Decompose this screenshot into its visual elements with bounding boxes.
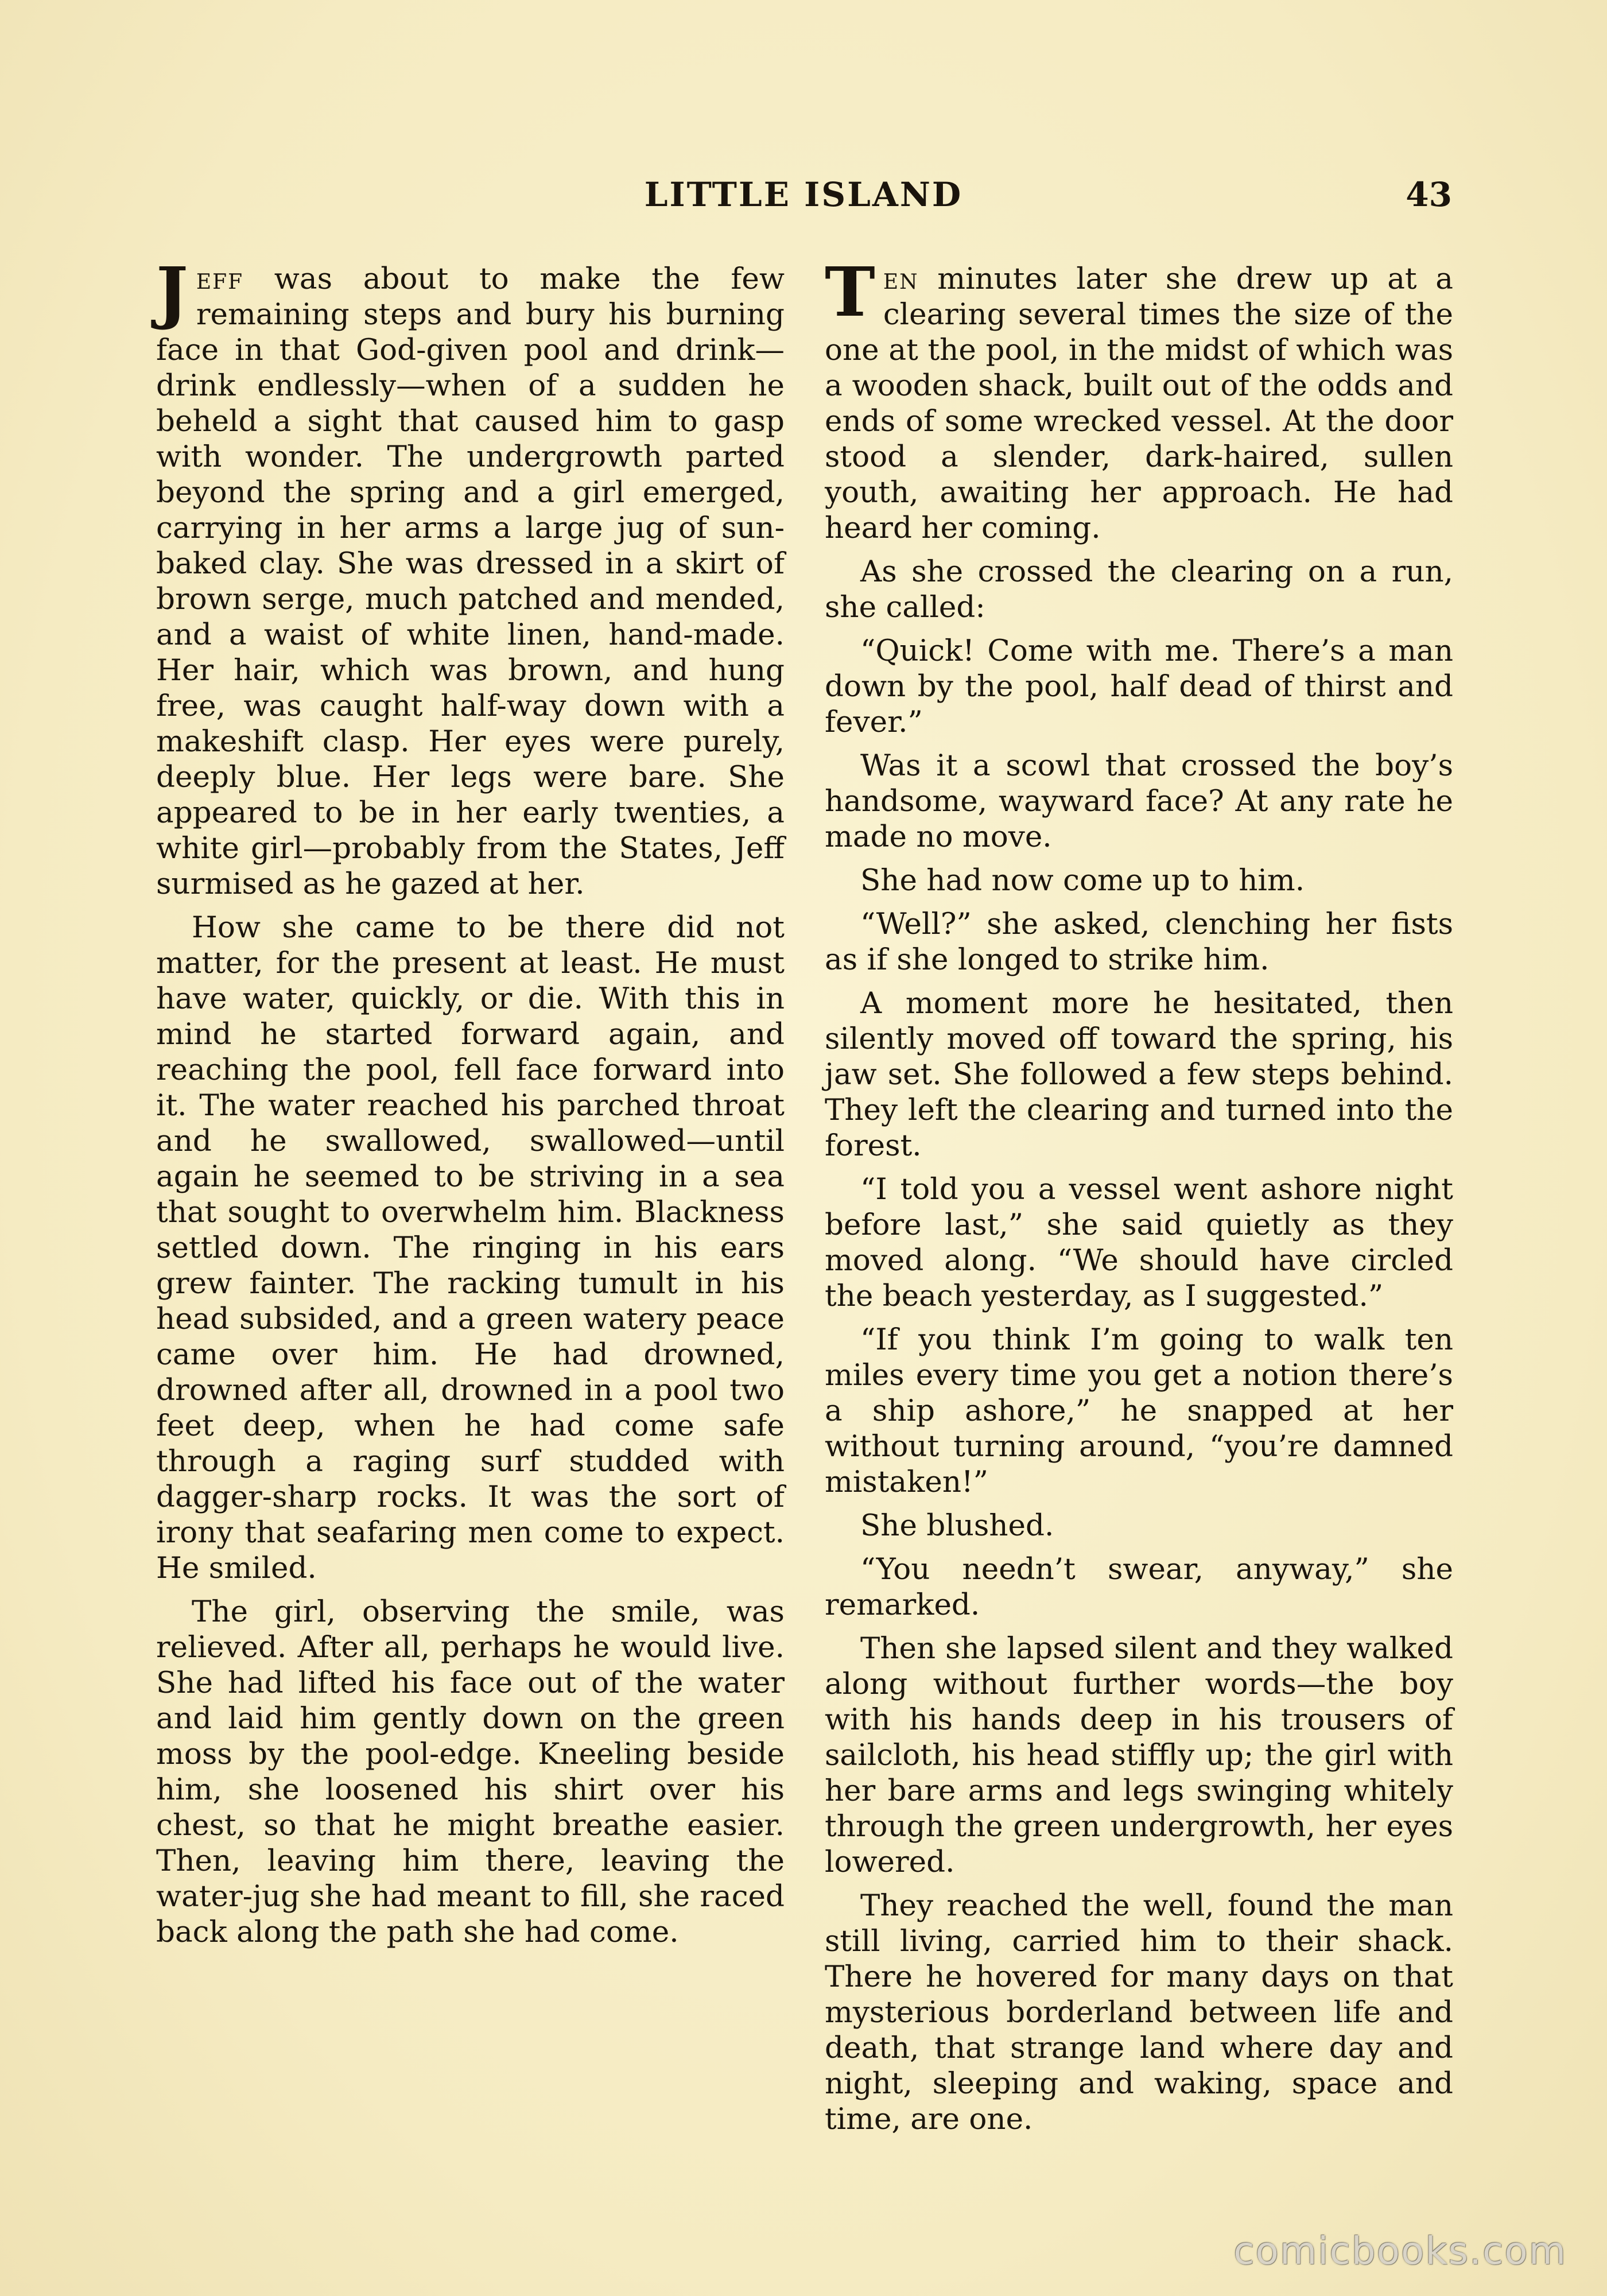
running-title: LITTLE ISLAND bbox=[644, 175, 963, 214]
paragraph: Was it a scowl that crossed the boy’s handsome, wayward face? At any rate he made no move. bbox=[825, 748, 1453, 854]
paragraph: They reached the well, found the man still living, carried him to their shack. There he hovered for many days on that mysterious borderland between life and death, that strange land where day and night, sleeping and waking, space and time, are one. bbox=[825, 1888, 1453, 2136]
paragraph: She had now come up to him. bbox=[860, 863, 1305, 898]
drop-cap: J bbox=[156, 252, 188, 332]
small-caps-word: en bbox=[883, 262, 919, 296]
paragraph: “If you think I’m going to walk ten miles every time you get a notion there’s a ship ashore,” he snapped at her without turning around, “you’re damned mistaken!” bbox=[825, 1322, 1453, 1499]
paragraph: She blushed. bbox=[860, 1508, 1054, 1543]
left-column bbox=[156, 252, 785, 1958]
paragraph bbox=[156, 252, 785, 902]
paragraph: “I told you a vessel went ashore night before last,” she said quietly as they moved along. “We should have circled the beach yesterday, as I suggested.” bbox=[825, 1172, 1453, 1313]
paragraph-text: was about to make the few remaining steps and bury his burning face in that God-given pool and drink—drink endlessly—when of a sudden he beheld a sight that caused him to gasp with wonder. The undergrowth parted beyond the spring and a girl emerged, carrying in her arms a large jug of sun-baked clay. She was dressed in a skirt of brown serge, much patched and mended, and a waist of white linen, hand-made. Her hair, which was brown, and hung free, was caught half-way down with a makeshift clasp. Her eyes were purely, deeply blue. Her legs were bare. She appeared to be in her early twenties, a white girl—probably from the States, Jeff surmised as he gazed at her. bbox=[156, 262, 785, 901]
page-number: 43 bbox=[1406, 175, 1452, 214]
paragraph: A moment more he hesitated, then silently moved off toward the spring, his jaw set. She followed a few steps behind. They left the clearing and turned into the forest. bbox=[825, 986, 1453, 1163]
watermark: comicbooks.com bbox=[1233, 2229, 1567, 2273]
page-header bbox=[155, 175, 1452, 221]
paragraph-text: minutes later she drew up at a clearing several times the size of the one at the pool, in the midst of which was a wooden shack, built out of the odds and ends of some wrecked vessel. At the door stood a slender, dark-haired, sullen youth, awaiting her approach. He had heard her coming. bbox=[825, 262, 1453, 545]
paragraph bbox=[825, 252, 1453, 546]
paragraph: Then she lapsed silent and they walked along without further words—the boy with his hands deep in his trousers of sailcloth, his head stiffly up; the girl with her bare arms and legs swinging whitely through the green undergrowth, her eyes lowered. bbox=[825, 1631, 1453, 1879]
paragraph: “You needn’t swear, anyway,” she remarked. bbox=[825, 1552, 1453, 1622]
right-column bbox=[825, 252, 1453, 2145]
paragraph: As she crossed the clearing on a run, she called: bbox=[825, 554, 1453, 625]
drop-cap: T bbox=[825, 252, 875, 332]
small-caps-word: eff bbox=[196, 262, 244, 296]
paragraph: “Quick! Come with me. There’s a man down by the pool, half dead of thirst and fever.” bbox=[825, 634, 1453, 739]
paragraph: The girl, observing the smile, was relieved. After all, perhaps he would live. She had lifted his face out of the water and laid him gently down on the green moss by the pool-edge. Kneeling beside him, she loosened his shirt over his chest, so that he might breathe easier. Then, leaving him there, leaving the water-jug she had meant to fill, she raced back along the path she had come. bbox=[156, 1595, 785, 1949]
paragraph: “Well?” she asked, clenching her fists as if she longed to strike him. bbox=[825, 907, 1453, 977]
paragraph: How she came to be there did not matter, for the present at least. He must have water, quickly, or die. With this in mind he started forward again, and reaching the pool, fell face forward into it. The water reached his parched throat and he swallowed, swallowed—until again he seemed to be striving in a sea that sought to overwhelm him. Blackness settled down. The ringing in his ears grew fainter. The racking tumult in his head subsided, and a green watery peace came over him. He had drowned, drowned after all, drowned in a pool two feet deep, when he had come safe through a raging surf studded with dagger-sharp rocks. It was the sort of irony that seafaring men come to expect. He smiled. bbox=[156, 910, 785, 1585]
